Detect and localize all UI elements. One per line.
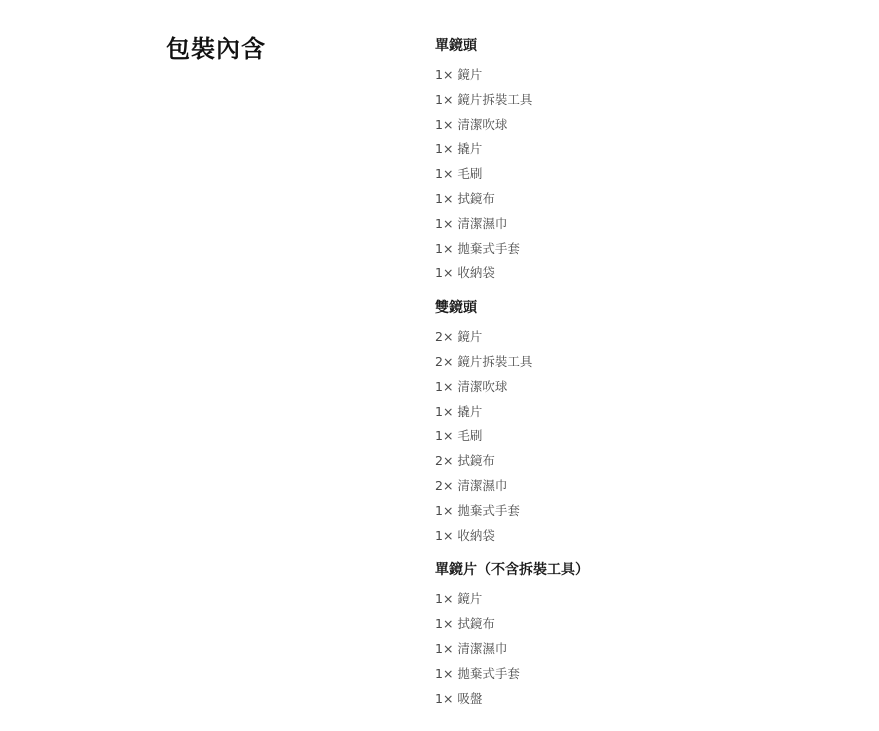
list-item: 1× 撬片 [435, 403, 483, 419]
list-item: 1× 拋棄式手套 [435, 665, 520, 681]
list-item: 1× 收納袋 [435, 265, 495, 281]
list-item: 1× 吸盤 [435, 690, 483, 706]
list-item: 1× 拭鏡布 [435, 190, 495, 206]
item-list [435, 325, 855, 548]
list-item: 1× 毛刷 [435, 166, 483, 182]
item-list [435, 63, 855, 286]
list-item: 1× 收納袋 [435, 527, 495, 543]
group-heading: 單鏡片（不含拆裝工具） [435, 562, 589, 579]
list-item: 1× 拋棄式手套 [435, 240, 520, 256]
item-list [435, 587, 855, 711]
list-item: 1× 鏡片 [435, 591, 483, 607]
list-item: 2× 拭鏡布 [435, 453, 495, 469]
list-item: 1× 毛刷 [435, 428, 483, 444]
list-item: 1× 清潔吹球 [435, 116, 508, 132]
page-title: 包裝內含 [166, 35, 266, 63]
list-item: 2× 鏡片拆裝工具 [435, 353, 533, 369]
list-item: 2× 清潔濕巾 [435, 477, 508, 493]
package-contents [435, 33, 855, 711]
group-heading: 雙鏡頭 [435, 300, 477, 317]
list-item: 2× 鏡片 [435, 329, 483, 345]
list-item: 1× 清潔吹球 [435, 378, 508, 394]
list-item: 1× 鏡片拆裝工具 [435, 91, 533, 107]
list-item: 1× 清潔濕巾 [435, 215, 508, 231]
list-item: 1× 拋棄式手套 [435, 502, 520, 518]
group-single-glass [435, 557, 855, 711]
list-item: 1× 撬片 [435, 141, 483, 157]
group-single-lens [435, 33, 855, 286]
group-heading: 單鏡頭 [435, 38, 477, 54]
list-item: 1× 鏡片 [435, 67, 483, 82]
group-dual-lens [435, 295, 855, 548]
list-item: 1× 拭鏡布 [435, 616, 495, 632]
list-item: 1× 清潔濕巾 [435, 640, 508, 656]
